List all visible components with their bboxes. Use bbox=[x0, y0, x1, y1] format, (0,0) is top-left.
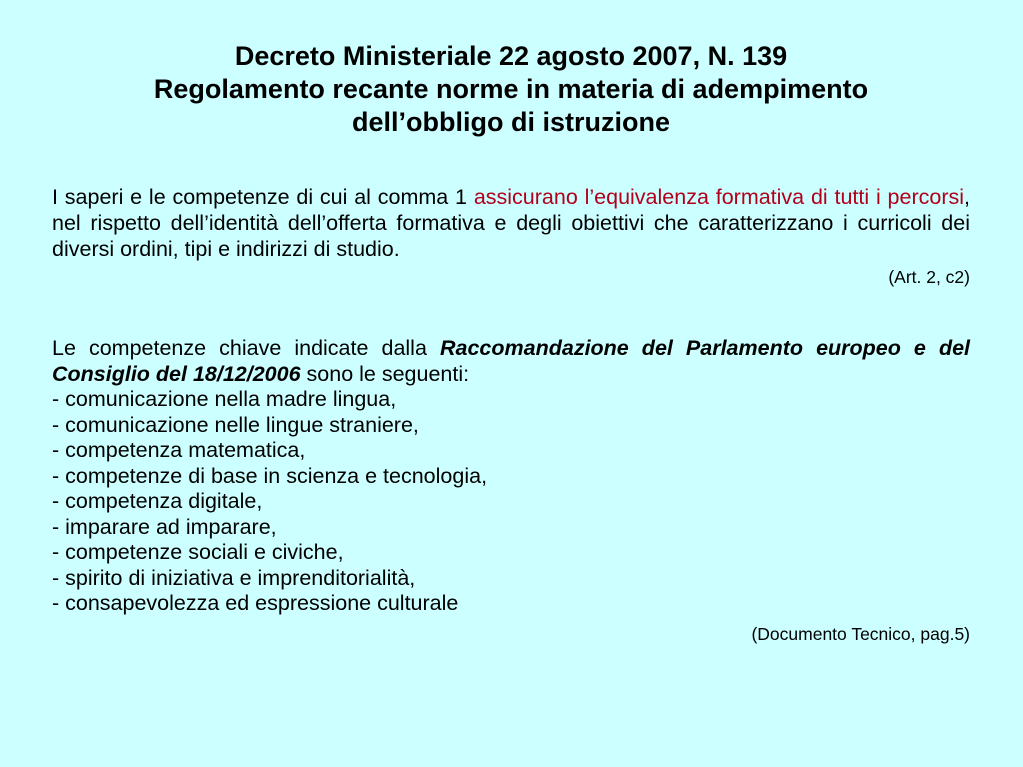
source-citation-2: (Documento Tecnico, pag.5) bbox=[751, 623, 970, 644]
list-item: - spirito di iniziativa e imprenditorialità, bbox=[52, 565, 416, 590]
title-line-3: dell’obbligo di istruzione bbox=[352, 107, 670, 137]
paragraph-key-competences bbox=[52, 335, 970, 387]
title-line-1: Decreto Ministeriale 22 agosto 2007, N. 139 bbox=[234, 41, 788, 71]
list-item: - competenza matematica, bbox=[52, 438, 306, 462]
paragraph-2-text-before: Le competenze chiave indicate dalla bbox=[52, 336, 440, 360]
list-item: - competenza digitale, bbox=[52, 489, 263, 513]
paragraph-1-text-after: , nel rispetto dell’identità dell’offerta formativa e degli obiettivi che caratterizzano i curricoli dei diversi ordini, tipi e indirizzi di studio. bbox=[52, 185, 970, 261]
competences-list bbox=[52, 387, 970, 617]
list-item: - comunicazione nelle lingue straniere, bbox=[52, 412, 419, 437]
list-item: - competenze di base in scienza e tecnologia, bbox=[52, 463, 488, 488]
paragraph-1-highlight: assicurano l’equivalenza formativa di tutti i percorsi bbox=[473, 185, 965, 209]
list-item: - imparare ad imparare, bbox=[52, 514, 277, 539]
paragraph-2-emphasis: Raccomandazione del Parlamento europeo e del Consiglio del 18/12/2006 bbox=[52, 336, 971, 386]
paragraph-1-text-before: I saperi e le competenze di cui al comma 1 bbox=[52, 185, 474, 209]
list-item: - consapevolezza ed espressione culturale bbox=[52, 591, 459, 615]
paragraph-equivalence bbox=[52, 184, 970, 262]
paragraph-2-text-after: sono le seguenti: bbox=[300, 362, 470, 386]
slide-title bbox=[52, 40, 970, 139]
title-line-2: Regolamento recante norme in materia di adempimento bbox=[153, 74, 869, 104]
list-item: - competenze sociali e civiche, bbox=[52, 540, 344, 564]
list-item: - comunicazione nella madre lingua, bbox=[52, 387, 397, 411]
source-citation-1: (Art. 2, c2) bbox=[888, 267, 970, 287]
slide-content bbox=[52, 40, 970, 645]
